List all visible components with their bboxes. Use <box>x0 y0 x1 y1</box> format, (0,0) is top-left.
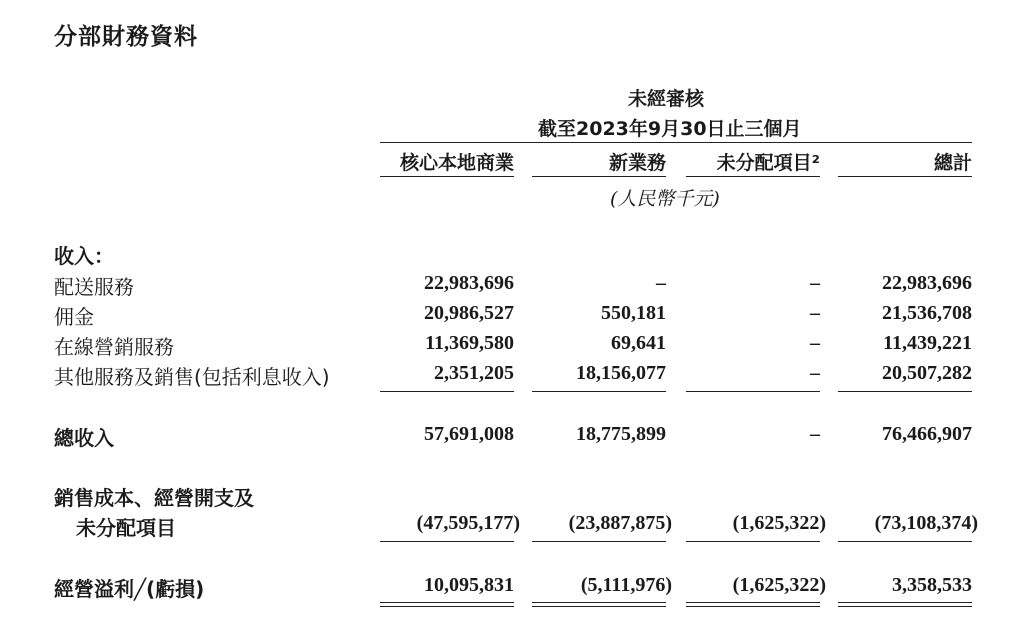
column-rule-4 <box>838 176 972 177</box>
cell-delivery-new: – <box>656 272 666 294</box>
subtotal-rule-4 <box>838 391 972 392</box>
cell-commission-new: 550,181 <box>601 302 666 324</box>
costs-rule-3 <box>686 541 820 542</box>
costs-rule-1 <box>380 541 514 542</box>
cell-operating-unallocated: (1,625,322) <box>732 574 826 596</box>
cell-operating-total: 3,358,533 <box>892 574 972 596</box>
cell-commission-unallocated: – <box>810 302 820 324</box>
column-header-total: 總計 <box>933 152 972 174</box>
header-rule <box>380 142 972 143</box>
column-rule-1 <box>380 176 514 177</box>
header-period: 截至2023年9月30日止三個月 <box>538 118 802 140</box>
cell-total-revenue-total: 76,466,907 <box>882 423 972 445</box>
row-label-commission: 佣金 <box>54 305 94 329</box>
costs-rule-4 <box>838 541 972 542</box>
cell-operating-new: (5,111,976) <box>580 574 672 596</box>
column-header-new-initiatives: 新業務 <box>608 152 666 174</box>
cell-total-revenue-unallocated: – <box>810 423 820 445</box>
cell-other-total: 20,507,282 <box>882 362 972 384</box>
cell-operating-core: 10,095,831 <box>424 574 514 596</box>
cell-total-revenue-new: 18,775,899 <box>576 423 666 445</box>
cell-delivery-unallocated: – <box>810 272 820 294</box>
row-label-delivery: 配送服務 <box>54 275 134 299</box>
row-label-costs-line2: 未分配項目 <box>76 516 176 540</box>
final-double-rule-1 <box>380 602 514 607</box>
row-label-other-services: 其他服務及銷售(包括利息收入) <box>54 365 330 389</box>
column-rule-3 <box>686 176 820 177</box>
row-label-costs-line1: 銷售成本、經營開支及 <box>54 486 254 510</box>
final-double-rule-2 <box>532 602 666 607</box>
cell-delivery-core: 22,983,696 <box>424 272 514 294</box>
costs-rule-2 <box>532 541 666 542</box>
cell-costs-new: (23,887,875) <box>568 512 672 534</box>
page-title: 分部財務資料 <box>54 24 198 50</box>
column-rule-2 <box>532 176 666 177</box>
cell-costs-total: (73,108,374) <box>874 512 978 534</box>
cell-delivery-total: 22,983,696 <box>882 272 972 294</box>
cell-marketing-unallocated: – <box>810 332 820 354</box>
unit-label: (人民幣千元) <box>610 188 720 210</box>
cell-marketing-core: 11,369,580 <box>425 332 514 354</box>
final-double-rule-4 <box>838 602 972 607</box>
revenue-heading: 收入： <box>54 244 114 268</box>
row-label-operating-profit: 經營溢利╱(虧損) <box>54 577 205 601</box>
subtotal-rule-3 <box>686 391 820 392</box>
cell-costs-unallocated: (1,625,322) <box>732 512 826 534</box>
column-header-core-local: 核心本地商業 <box>399 152 514 174</box>
cell-other-new: 18,156,077 <box>576 362 666 384</box>
cell-other-core: 2,351,205 <box>434 362 514 384</box>
subtotal-rule-1 <box>380 391 514 392</box>
cell-marketing-total: 11,439,221 <box>883 332 972 354</box>
cell-total-revenue-core: 57,691,008 <box>424 423 514 445</box>
row-label-online-marketing: 在線營銷服務 <box>54 335 174 359</box>
row-label-total-revenue: 總收入 <box>54 426 114 450</box>
subtotal-rule-2 <box>532 391 666 392</box>
header-audit-status: 未經審核 <box>628 88 705 110</box>
cell-costs-core: (47,595,177) <box>416 512 520 534</box>
final-double-rule-3 <box>686 602 820 607</box>
cell-commission-core: 20,986,527 <box>424 302 514 324</box>
cell-marketing-new: 69,641 <box>611 332 666 354</box>
column-header-unallocated: 未分配項目² <box>716 152 820 174</box>
cell-other-unallocated: – <box>810 362 820 384</box>
cell-commission-total: 21,536,708 <box>882 302 972 324</box>
